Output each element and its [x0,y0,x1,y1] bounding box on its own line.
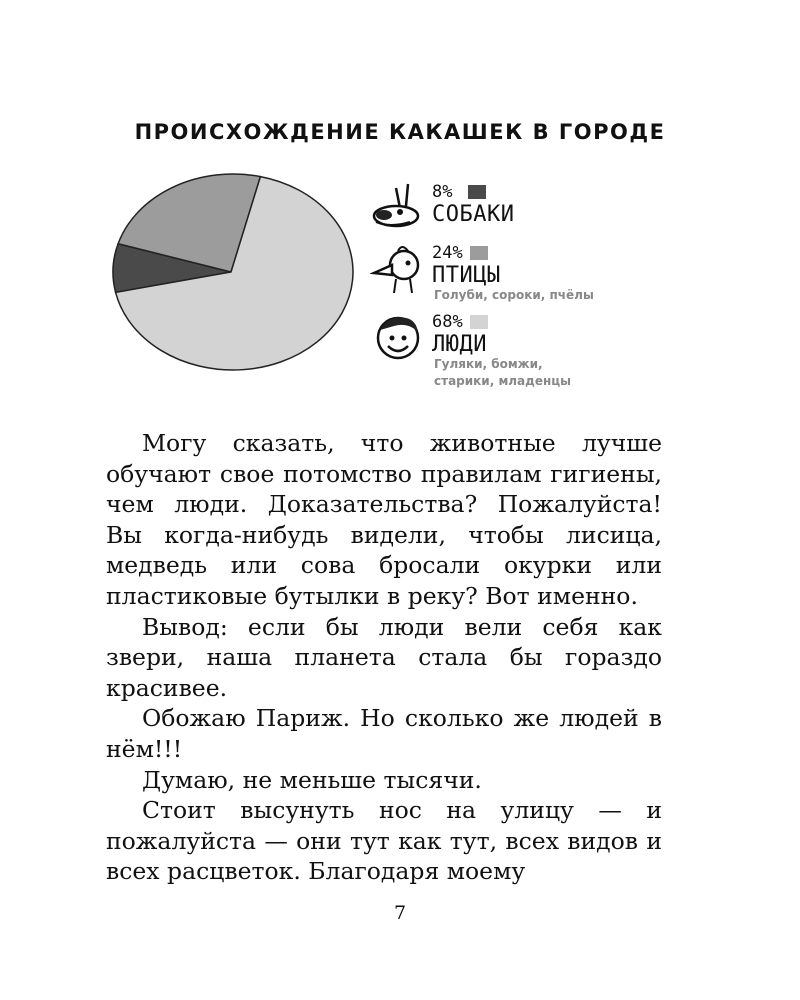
pie-chart [108,172,358,377]
page-number: 7 [393,902,407,924]
paragraph: Обожаю Париж. Но сколько же людей в нём!!! [106,704,662,763]
legend-note-people-line-2: старики, младенцы [434,374,572,388]
paragraph: Могу сказать, что животные лучше обучают свое потомство правилам гигиены, чем люди. Доказательства? Пожалуйста! Вы когда-нибудь видели, чтобы лисица, медведь или сова бросали окурки или пластиковые бутылки в реку? Вот именно. [106,429,662,610]
legend-label-people: ЛЮДИ [432,332,487,357]
legend-note-people-line-1: Гуляки, бомжи, [434,357,543,371]
dog-icon [370,182,428,232]
legend-label-dogs: СОБАКИ [432,202,515,227]
legend-swatch-people [470,315,488,329]
legend-note-birds-line-1: Голуби, сороки, пчёлы [434,288,594,302]
legend-label-birds: ПТИЦЫ [432,263,501,288]
legend-swatch-birds [470,246,488,260]
legend-swatch-dogs [468,185,486,199]
bird-icon [370,243,428,295]
legend-pct-people: 68% [432,312,463,332]
legend-pct-dogs: 8% [432,182,453,202]
face-icon [370,312,430,362]
chart-title: ПРОИСХОЖДЕНИЕ КАКАШЕК В ГОРОДЕ [134,120,666,144]
body-text [106,428,662,887]
paragraph: Думаю, не меньше тысячи. [142,765,482,794]
legend-pct-birds: 24% [432,243,463,263]
paragraph: Вывод: если бы люди вели себя как звери, наша планета стала бы гораздо красивее. [106,612,662,702]
paragraph: Стоит высунуть нос на улицу — и пожалуйста — они тут как тут, всех видов и всех расцветок. Благодаря моему [106,796,662,886]
